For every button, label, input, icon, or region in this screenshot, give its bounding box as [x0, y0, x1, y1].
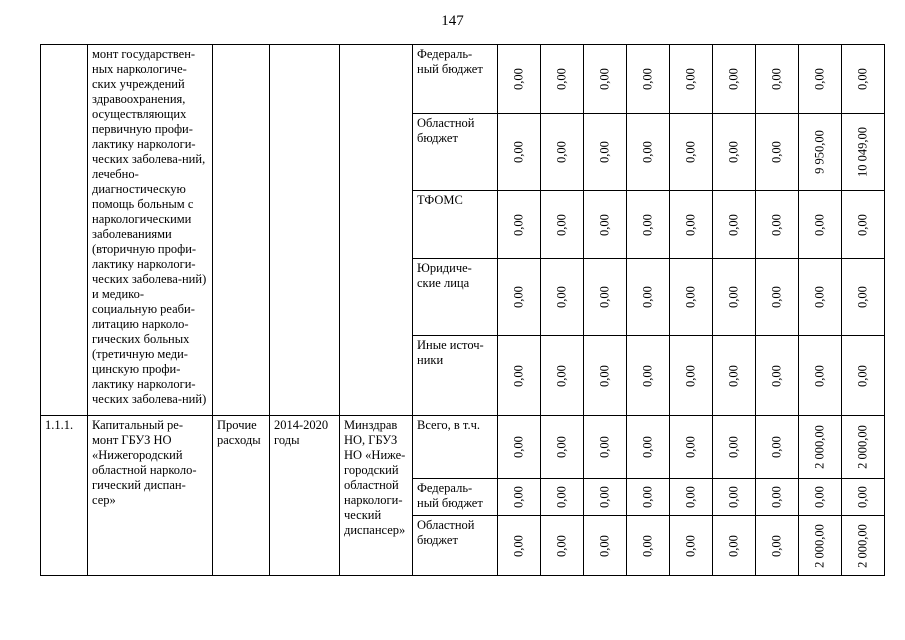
page-number: 147 — [441, 13, 464, 29]
funding-source: Всего, в т.ч. — [413, 416, 498, 479]
amount-value: 0,00 — [683, 364, 698, 387]
amount-cell — [756, 191, 799, 259]
amount-cell — [584, 336, 627, 416]
amount-value: 0,00 — [597, 534, 612, 557]
amount-cell — [713, 479, 756, 516]
amount-value: 0,00 — [640, 486, 655, 508]
amount-value: 0,00 — [511, 364, 526, 387]
amount-value: 0,00 — [812, 213, 827, 236]
amount-value: 0,00 — [855, 213, 870, 236]
executor: Минздрав НО, ГБУЗ НО «Ниже-городский областной наркологи-ческий диспансер» — [340, 416, 413, 576]
amount-value: 0,00 — [511, 486, 526, 508]
amount-value: 0,00 — [511, 436, 526, 458]
amount-value: 2 000,00 — [812, 425, 827, 469]
amount-cell — [541, 191, 584, 259]
amount-cell — [756, 114, 799, 191]
amount-cell — [627, 516, 670, 576]
amount-cell — [627, 259, 670, 336]
period — [270, 45, 340, 416]
section-description: монт государствен-ных наркологиче-ских учреждений здравоохранения, осуществляющих первичную профи-лактику наркологи-ческих заболева-ний, лечебно-диагностическую помощь больным с наркологическими заболеваниями (вторичную профи-лактику наркологи-ческих заболева-ний) и медико-социальную реаби-литацию нарколо-гических больных (третичную меди-цинскую профи-лактику наркологи-ческих заболева-ний) — [88, 45, 213, 416]
section-description: Капитальный ре-монт ГБУЗ НО «Нижегородский областной нарколо-гический диспан-сер» — [88, 416, 213, 576]
amount-cell — [541, 416, 584, 479]
amount-value: 0,00 — [597, 68, 612, 90]
budget-table — [40, 44, 885, 576]
amount-cell — [498, 416, 541, 479]
amount-value: 0,00 — [640, 364, 655, 387]
amount-cell — [498, 336, 541, 416]
amount-cell — [842, 416, 885, 479]
amount-value: 0,00 — [640, 68, 655, 90]
amount-value: 0,00 — [683, 68, 698, 90]
amount-cell — [541, 336, 584, 416]
amount-cell — [541, 114, 584, 191]
amount-cell — [799, 336, 842, 416]
funding-source: Федераль-ный бюджет — [413, 45, 498, 114]
amount-cell — [842, 516, 885, 576]
amount-cell — [756, 479, 799, 516]
funding-source: Иные источ-ники — [413, 336, 498, 416]
expense-type — [213, 45, 270, 416]
table-row — [41, 416, 885, 479]
amount-cell — [799, 45, 842, 114]
amount-cell — [627, 191, 670, 259]
amount-cell — [627, 114, 670, 191]
funding-source: ТФОМС — [413, 191, 498, 259]
amount-value: 0,00 — [554, 534, 569, 557]
amount-value: 0,00 — [683, 286, 698, 308]
amount-value: 10 049,00 — [855, 127, 870, 177]
amount-cell — [799, 479, 842, 516]
amount-value: 0,00 — [683, 436, 698, 458]
amount-value: 0,00 — [769, 286, 784, 308]
period: 2014-2020 годы — [270, 416, 340, 576]
amount-cell — [584, 191, 627, 259]
amount-cell — [756, 336, 799, 416]
amount-value: 0,00 — [554, 486, 569, 508]
amount-cell — [584, 45, 627, 114]
funding-source: Юридиче-ские лица — [413, 259, 498, 336]
amount-value: 0,00 — [640, 534, 655, 557]
amount-cell — [713, 416, 756, 479]
amount-cell — [584, 114, 627, 191]
amount-value: 0,00 — [683, 141, 698, 163]
amount-value: 0,00 — [812, 364, 827, 387]
amount-cell — [498, 516, 541, 576]
funding-source: Областной бюджет — [413, 114, 498, 191]
amount-cell — [541, 45, 584, 114]
amount-value: 0,00 — [597, 286, 612, 308]
amount-value: 0,00 — [769, 534, 784, 557]
amount-value: 0,00 — [511, 286, 526, 308]
amount-value: 0,00 — [597, 486, 612, 508]
table-row — [41, 45, 885, 114]
amount-value: 0,00 — [554, 286, 569, 308]
amount-cell — [670, 259, 713, 336]
amount-cell — [498, 259, 541, 336]
amount-cell — [842, 336, 885, 416]
amount-cell — [627, 45, 670, 114]
amount-cell — [842, 191, 885, 259]
amount-value: 0,00 — [726, 141, 741, 163]
amount-value: 0,00 — [554, 364, 569, 387]
amount-cell — [756, 259, 799, 336]
expense-type: Прочие расходы — [213, 416, 270, 576]
amount-cell — [541, 259, 584, 336]
executor — [340, 45, 413, 416]
amount-value: 0,00 — [597, 436, 612, 458]
amount-value: 0,00 — [640, 141, 655, 163]
amount-value: 0,00 — [640, 213, 655, 236]
amount-cell — [670, 416, 713, 479]
amount-cell — [541, 516, 584, 576]
amount-value: 0,00 — [597, 213, 612, 236]
amount-value: 0,00 — [683, 213, 698, 236]
amount-value: 0,00 — [640, 286, 655, 308]
amount-value: 2 000,00 — [812, 523, 827, 568]
amount-cell — [498, 114, 541, 191]
amount-value: 0,00 — [726, 213, 741, 236]
amount-cell — [670, 336, 713, 416]
amount-cell — [756, 516, 799, 576]
amount-value: 0,00 — [769, 141, 784, 163]
amount-cell — [842, 114, 885, 191]
amount-cell — [584, 416, 627, 479]
amount-cell — [713, 259, 756, 336]
amount-cell — [842, 45, 885, 114]
amount-value: 0,00 — [769, 486, 784, 508]
amount-cell — [670, 516, 713, 576]
funding-source: Федераль-ный бюджет — [413, 479, 498, 516]
amount-value: 0,00 — [511, 213, 526, 236]
amount-cell — [713, 114, 756, 191]
amount-cell — [584, 516, 627, 576]
amount-value: 9 950,00 — [812, 130, 827, 174]
funding-source: Областной бюджет — [413, 516, 498, 576]
amount-value: 0,00 — [726, 436, 741, 458]
amount-cell — [799, 416, 842, 479]
amount-value: 2 000,00 — [855, 425, 870, 469]
amount-cell — [670, 191, 713, 259]
amount-cell — [799, 516, 842, 576]
amount-cell — [842, 259, 885, 336]
amount-cell — [498, 479, 541, 516]
section-number: 1.1.1. — [41, 416, 88, 576]
amount-cell — [713, 191, 756, 259]
amount-cell — [670, 479, 713, 516]
amount-value: 0,00 — [855, 486, 870, 508]
amount-value: 0,00 — [726, 68, 741, 90]
amount-cell — [670, 114, 713, 191]
amount-value: 0,00 — [855, 364, 870, 387]
amount-value: 0,00 — [511, 534, 526, 557]
amount-cell — [713, 45, 756, 114]
section-number — [41, 45, 88, 416]
amount-value: 0,00 — [511, 68, 526, 90]
amount-cell — [756, 45, 799, 114]
amount-value: 0,00 — [554, 141, 569, 163]
amount-value: 0,00 — [554, 213, 569, 236]
amount-value: 0,00 — [726, 534, 741, 557]
amount-cell — [541, 479, 584, 516]
amount-value: 0,00 — [855, 68, 870, 90]
amount-cell — [799, 259, 842, 336]
amount-value: 0,00 — [855, 286, 870, 308]
amount-value: 0,00 — [640, 436, 655, 458]
amount-value: 0,00 — [812, 286, 827, 308]
amount-value: 0,00 — [769, 364, 784, 387]
amount-cell — [670, 45, 713, 114]
amount-value: 0,00 — [812, 486, 827, 508]
amount-value: 0,00 — [683, 534, 698, 557]
amount-value: 0,00 — [769, 68, 784, 90]
amount-value: 0,00 — [683, 486, 698, 508]
amount-cell — [498, 45, 541, 114]
amount-cell — [584, 479, 627, 516]
amount-cell — [627, 416, 670, 479]
amount-value: 0,00 — [726, 286, 741, 308]
amount-value: 0,00 — [769, 436, 784, 458]
amount-cell — [498, 191, 541, 259]
amount-value: 0,00 — [769, 213, 784, 236]
amount-value: 2 000,00 — [855, 523, 870, 568]
amount-value: 0,00 — [511, 141, 526, 163]
amount-cell — [799, 191, 842, 259]
amount-value: 0,00 — [597, 364, 612, 387]
amount-cell — [713, 336, 756, 416]
amount-cell — [799, 114, 842, 191]
amount-cell — [842, 479, 885, 516]
amount-value: 0,00 — [554, 68, 569, 90]
amount-value: 0,00 — [812, 68, 827, 90]
amount-value: 0,00 — [554, 436, 569, 458]
amount-cell — [584, 259, 627, 336]
amount-value: 0,00 — [597, 141, 612, 163]
amount-cell — [713, 516, 756, 576]
amount-cell — [756, 416, 799, 479]
amount-cell — [627, 336, 670, 416]
amount-value: 0,00 — [726, 486, 741, 508]
amount-value: 0,00 — [726, 364, 741, 387]
amount-cell — [627, 479, 670, 516]
